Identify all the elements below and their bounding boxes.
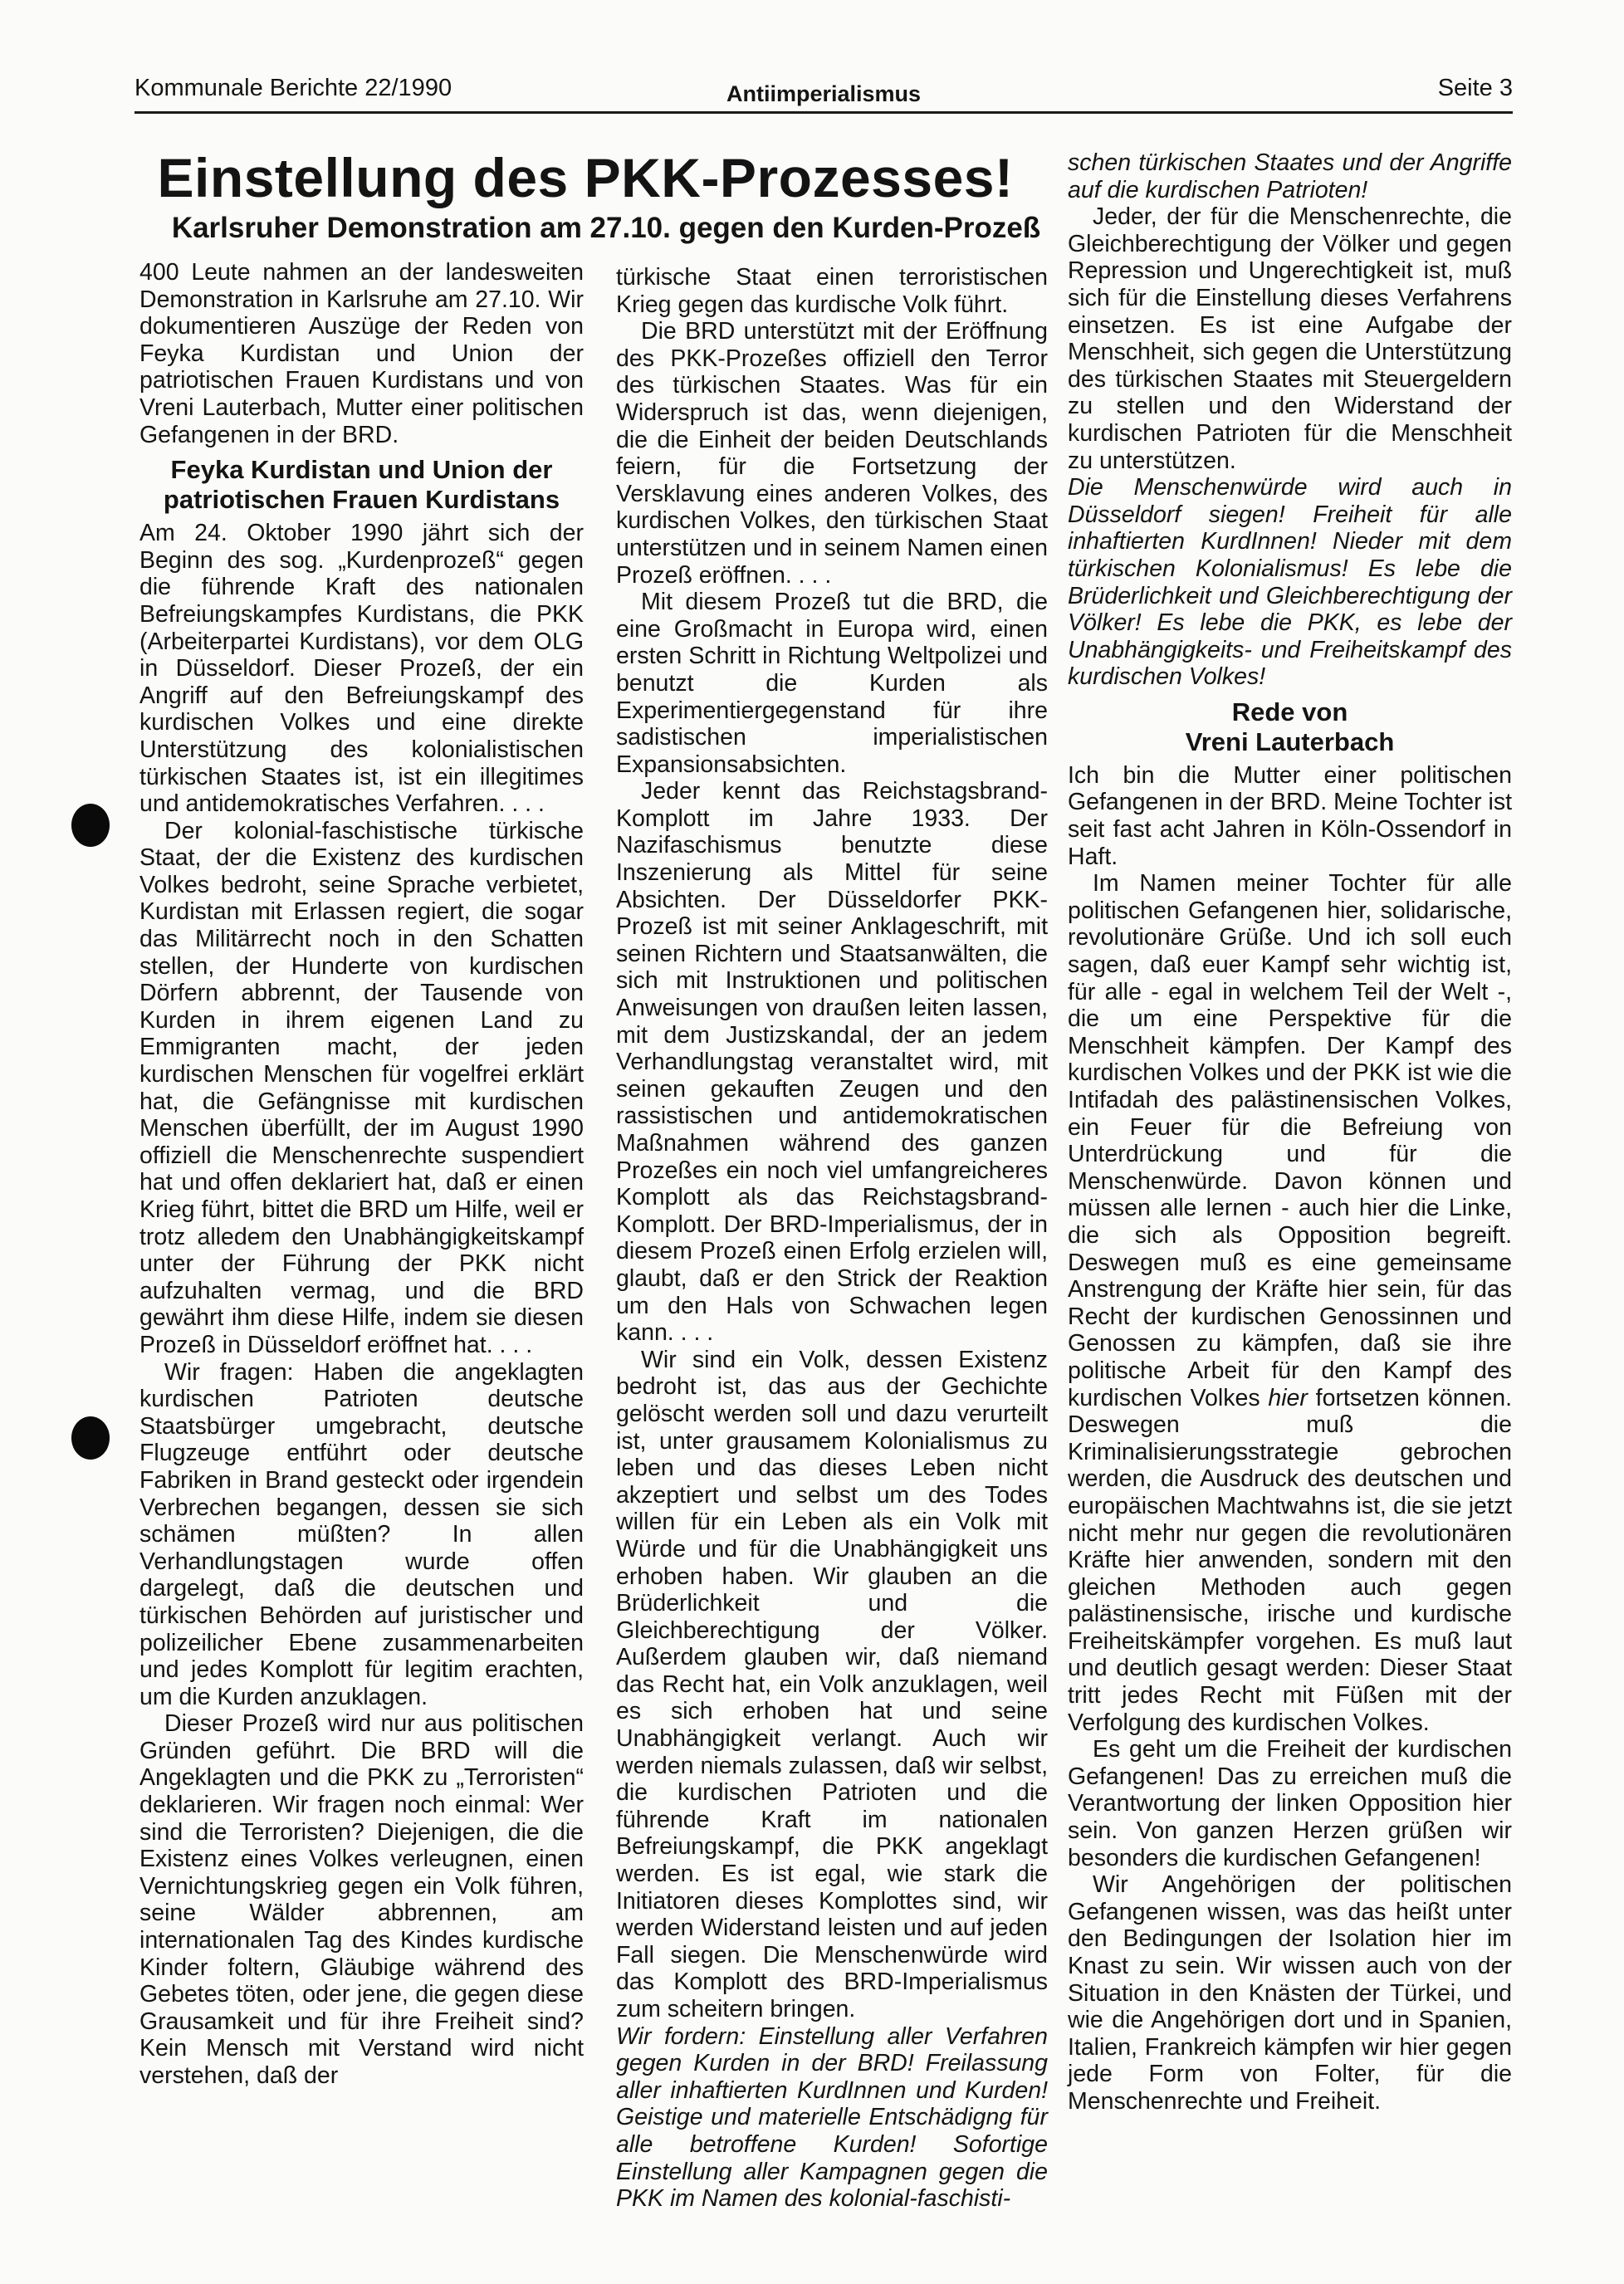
slogans-paragraph: Die Menschenwürde wird auch in Düsseldorf siegen! Freiheit für alle inhaftierten KurdInnen! Nieder mit dem türkischen Kolonialismus! Es lebe die Brüderlichkeit und Gleichberechtigung der Völker! Es lebe die PKK, es lebe der Unabhängigkeits- und Freiheitskampf des kurdischen Volkes!	[1068, 474, 1512, 691]
paragraph: Am 24. Oktober 1990 jährt sich der Beginn des sog. „Kurdenprozeß“ gegen die führende Kraft des nationalen Befreiungskampfes Kurdistans, die PKK (Arbeiterpartei Kurdistans), vor dem OLG in Düsseldorf. Dieser Prozeß, der ein Angriff auf den Befreiungskampf des kurdischen Volkes und eine direkte Unterstützung des kolonialistischen türkischen Staates ist, ist ein illegitimes und antidemokratisches Verfahren. . . .	[139, 520, 584, 818]
paragraph	[1068, 870, 1512, 1736]
section-heading-vreni	[1068, 697, 1512, 757]
header-rule	[135, 111, 1513, 114]
section-name: Antiimperialismus	[726, 81, 922, 106]
column-1	[139, 259, 584, 2090]
paragraph: Dieser Prozeß wird nur aus politischen Gründen geführt. Die BRD will die Angeklagten und die PKK zu „Terroristen“ deklarieren. Wir fragen noch einmal: Wer sind die Terroristen? Diejenigen, die die Existenz eines Volkes verleugnen, einen Vernichtungskrieg gegen ein Volk führen, seine Wälder abbrennen, am internationalen Tag des Kindes kurdische Kinder foltern, Gläubige während des Gebetes töten, oder jene, die gegen diese Grausamkeit und für ihre Freiheit sind? Kein Mensch mit Verstand wird nicht verstehen, daß der	[139, 1710, 584, 2089]
paragraph: Jeder, der für die Menschenrechte, die Gleichberechtigung der Völker und gegen Repression und Ungerechtigkeit ist, muß sich für die Einstellung dieses Verfahrens einsetzen. Es ist eine Aufgabe der Menschheit, sich gegen die Unterstützung des türkischen Staates mit Steuergeldern zu stellen und den Widerstand der kurdischen Patrioten für die Menschheit zu unterstützen.	[1068, 203, 1512, 474]
column-2	[616, 264, 1048, 2213]
page-header	[135, 70, 1513, 116]
paragraph: Es geht um die Freiheit der kurdischen Gefangenen! Das zu erreichen muß die Verantwortung der linken Opposition hier sein. Von ganzen Herzen grüßen wir besonders die kurdischen Gefangenen!	[1068, 1736, 1512, 1871]
paragraph: Der kolonial-faschistische türkische Staat, der die Existenz des kurdischen Volkes bedroht, seine Sprache verbietet, Kurdistan mit Erlassen regiert, die sogar das Militärrecht noch in den Schatten stellen, der Hunderte von kurdischen Dörfern abbrennt, der Tausende von Kurden in ihrem eigenen Land zu Emmigranten macht, der jeden kurdischen Menschen für vogelfrei erklärt hat, die Gefängnisse mit kurdischen Menschen überfüllt, der im August 1990 offiziell die Menschenrechte suspendiert hat und offen deklariert hat, daß er einen Krieg führt, bittet die BRD um Hilfe, weil er trotz alledem den Unabhängigkeitskampf unter der Führung der PKK nicht aufzuhalten vermag, und die BRD gewährt ihm diese Hilfe, indem sie diesen Prozeß in Düsseldorf eröffnet hat. . . .	[139, 817, 584, 1358]
demands-paragraph: Wir fordern: Einstellung aller Verfahren gegen Kurden in der BRD! Freilassung aller inhaftierten KurdInnen und Kurden! Geistige und materielle Entschädigng für alle betroffene Kurden! Sofortige Einstellung aller Kampagnen gegen die PKK im Namen des kolonial-faschisti-	[616, 2022, 1048, 2213]
paragraph: Jeder kennt das Reichstagsbrand-Komplott im Jahre 1933. Der Nazifaschismus benutzte diese Inszenierung als Mittel für seine Absichten. Der Düsseldorfer PKK-Prozeß ist mit seiner Anklageschrift, mit seinen Richtern und Staatsanwälten, die sich mit Instruktionen und politischen Anweisungen von draußen leiten lassen, mit dem Justizskandal, der an jedem Verhandlungstag veranstaltet wird, mit seinen gekauften Zeugen und den rassistischen und antidemokratischen Maßnahmen während des ganzen Prozeßes ein noch viel umfangreicheres Komplott als das Reichstagsbrand-Komplott. Der BRD-Imperialismus, der in diesem Prozeß einen Erfolg erzielen will, glaubt, daß er den Strick der Reaktion um den Hals von Schwachen legen kann. . . .	[616, 778, 1048, 1347]
column-3	[1068, 149, 1512, 2115]
text-run: fortsetzen können. Deswegen muß die Kriminalisierungsstrategie gebrochen werden, die Ausdruck des deutschen und europäischen Machtwahns ist, die sie jetzt nicht mehr nur gegen die revolutionären Kräfte hier anwenden, sondern mit den gleichen Methoden auch gegen palästinensische, irische und kurdische Freiheitskämpfer vorgehen. Es muß laut und deutlich gesagt werden: Dieser Staat tritt jedes Recht mit Füßen mit der Verfolgung des kurdischen Volkes.	[1068, 1384, 1513, 1736]
paragraph: Ich bin die Mutter einer politischen Gefangenen in der BRD. Meine Tochter ist seit fast acht Jahren in Köln-Ossendorf in Haft.	[1068, 761, 1512, 870]
publication-name: Kommunale Berichte 22/1990	[135, 75, 452, 101]
paragraph: Die BRD unterstützt mit der Eröffnung des PKK-Prozeßes offiziell den Terror des türkischen Staates. Was für ein Widerspruch ist das, wenn diejenigen, die die Einheit der beiden Deutschlands feiern, für die Fortsetzung der Versklavung eines anderen Volkes, des kurdischen Volkes, den türkischen Staat unterstützen und in seinem Namen einen Prozeß eröffnen. . . .	[616, 318, 1048, 589]
paragraph: Wir fragen: Haben die angeklagten kurdischen Patrioten deutsche Staatsbürger umgebracht, deutsche Flugzeuge entführt oder deutsche Fabriken in Brand gesteckt oder irgendein Verbrechen begangen, dessen sie sich schämen müßten? In allen Verhandlungstagen wurde offen dargelegt, daß die deutschen und türkischen Behörden auf juristischer und polizeilicher Ebene zusammenarbeiten und jedes Komplott für legitim erachten, um die Kurden anzuklagen.	[139, 1358, 584, 1710]
article-title: Einstellung des PKK-Prozesses!	[157, 147, 1014, 208]
emphasis: hier	[1268, 1384, 1308, 1411]
paragraph: schen türkischen Staates und der Angriffe auf die kurdischen Patrioten!	[1068, 149, 1512, 203]
page-number: Seite 3	[1437, 75, 1513, 101]
punch-hole	[71, 804, 110, 847]
heading-line: Rede von	[1231, 697, 1348, 726]
section-heading-feyka: Feyka Kurdistan und Union der patriotischen Frauen Kurdistans	[163, 455, 560, 515]
intro-paragraph: 400 Leute nahmen an der landesweiten Demonstration in Karlsruhe am 27.10. Wir dokumentieren Auszüge der Reden von Feyka Kurdistan und Union der patriotischen Frauen Kurdistans und von Vreni Lauterbach, Mutter einer politischen Gefangenen in der BRD.	[139, 259, 584, 448]
paragraph: Wir Angehörigen der politischen Gefangenen wissen, was das heißt unter den Bedingungen der Isolation hier im Knast zu sein. Wir wissen auch von der Situation in den Knästen der Türkei, und wie die Angehörigen dort und in Spanien, Italien, Frankreich kämpfen wir hier gegen jede Form von Folter, für die Menschenrechte und Freiheit.	[1068, 1871, 1512, 2115]
paragraph: Mit diesem Prozeß tut die BRD, die eine Großmacht in Europa wird, einen ersten Schritt in Richtung Weltpolizei und benutzt die Kurden als Experimentiergegenstand für ihre sadistischen imperialistischen Expansionsabsichten.	[616, 589, 1048, 778]
punch-hole	[71, 1416, 110, 1460]
text-run: Im Namen meiner Tochter für alle politischen Gefangenen hier, solidarische, revolutionäre Grüße. Und ich soll euch sagen, daß euer Kampf sehr wichtig ist, für alle - egal in welchem Teil der Welt -, die um eine Perspektive für die Menschheit kämpfen. Der Kampf des kurdischen Volkes und der PKK ist wie die Intifadah des palästinensischen Volkes, ein Feuer für die Befreiung von Unterdrückung und für die Menschenwürde. Davon können und müssen alle lernen - auch hier die Linke, die sich als Opposition begreift. Deswegen muß es eine gemeinsame Anstrengung der Kräfte hier sein, für das Recht der kurdischen Genossinnen und Genossen zu kämpfen, daß sie ihre politische Arbeit für den Kampf des kurdischen Volkes	[1068, 870, 1512, 1411]
paragraph: Wir sind ein Volk, dessen Existenz bedroht ist, das aus der Gechichte gelöscht werden soll und dazu verurteilt ist, unter grausamem Kolonialismus zu leben und das dieses Leben nicht akzeptiert und selbst um des Todes willen für ein Leben als ein Volk mit Würde und für die Unabhängigkeit uns erhoben haben. Wir glauben an die Brüderlichkeit und die Gleichberechtigung der Völker. Außerdem glauben wir, daß niemand das Recht hat, ein Volk anzuklagen, weil es sich erhoben hat und seine Unabhängigkeit verlangt. Auch wir werden niemals zulassen, daß wir selbst, die kurdischen Patrioten und die führende Kraft im nationalen Befreiungskampf, die PKK angeklagt werden. Es ist egal, wie stark die Initiatoren dieses Komplottes sind, wir werden Widerstand leisten und auf jeden Fall siegen. Die Menschenwürde wird das Komplott des BRD-Imperialismus zum scheitern bringen.	[616, 1346, 1048, 2022]
article-subtitle: Karlsruher Demonstration am 27.10. gegen den Kurden-Prozeß	[171, 212, 1041, 244]
paragraph: türkische Staat einen terroristischen Krieg gegen das kurdische Volk führt.	[616, 264, 1048, 318]
heading-line: Vreni Lauterbach	[1185, 726, 1395, 756]
